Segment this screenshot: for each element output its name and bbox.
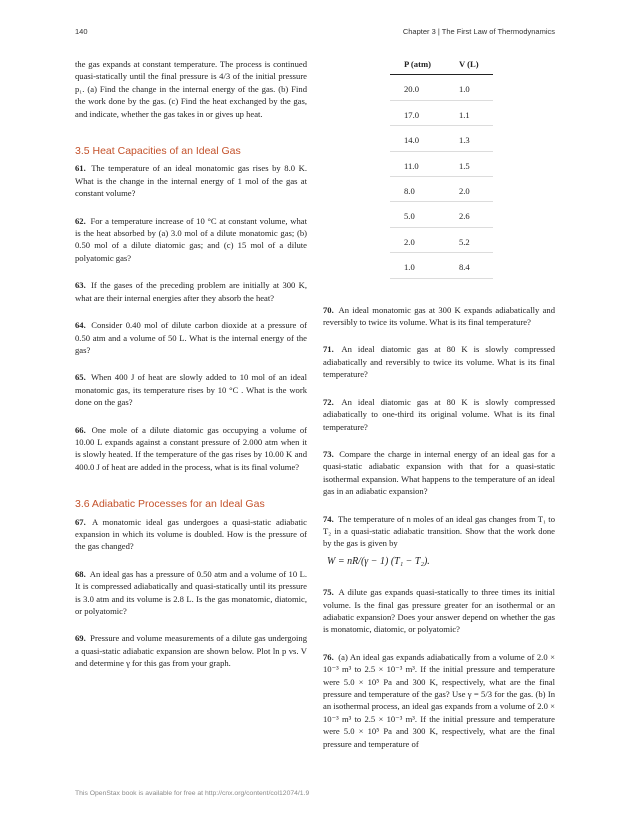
problem-text: One mole of a dilute diatomic gas occupying a volume of 10.00 L expands against a constant pressure of 2.000 atm when it is slowly heated. If the temperature of the gas rises by 10.00 K and 400.0 J of heat are added in the process, what is its final volume? [75, 424, 307, 472]
problem-67 [75, 516, 307, 553]
table-row [390, 253, 493, 278]
problem-number: 63. [75, 280, 86, 291]
pressure-cell: 8.0 [390, 177, 445, 202]
problem-text: An ideal monatomic gas at 300 K expands adiabatically and reversibly to twice its volume. What is its final temperature? [323, 304, 555, 328]
problem-number: 71. [323, 344, 334, 355]
pressure-cell: 1.0 [390, 253, 445, 278]
pressure-cell: 2.0 [390, 227, 445, 252]
problem-number: 74. [323, 513, 334, 524]
pressure-cell: 11.0 [390, 151, 445, 176]
problem-number: 67. [75, 516, 86, 527]
table-row [390, 227, 493, 252]
problem-text: A monatomic ideal gas undergoes a quasi-static adiabatic expansion in which its volume is doubled. How is the pressure of the gas changed? [75, 516, 307, 552]
volume-cell: 8.4 [445, 253, 493, 278]
problem-number: 66. [75, 424, 86, 435]
problem-72 [323, 396, 555, 433]
problem-number: 70. [323, 304, 334, 315]
volume-cell: 1.5 [445, 151, 493, 176]
pressure-cell: 5.0 [390, 202, 445, 227]
problem-65 [75, 371, 307, 408]
column-header-volume: V (L) [445, 58, 493, 75]
problem-text: For a temperature increase of 10 °C at constant volume, what is the heat absorbed by (a) 3.0 mol of a dilute monatomic gas; (b) 0.50 mol of a dilute diatomic gas; and (c) 15 mol of a dilute polyatomic gas? [75, 215, 308, 263]
table-row [390, 75, 493, 100]
problem-text: When 400 J of heat are slowly added to 10 mol of an ideal monatomic gas, its temperature rises by 10 °C . What is the work done on the gas? [75, 372, 308, 408]
problem-64 [75, 319, 307, 356]
problem-text: The temperature of an ideal monatomic gas rises by 8.0 K. What is the change in the internal energy of 1 mol of the gas at constant volume? [75, 163, 307, 199]
section-heading-3-6: 3.6 Adiabatic Processes for an Ideal Gas [75, 498, 265, 511]
problem-number: 68. [75, 568, 86, 579]
problem-63 [75, 279, 307, 304]
problem-text: If the gases of the preceding problem are initially at 300 K, what are their internal energies after they absorb the heat? [75, 280, 307, 303]
problem-number: 69. [75, 633, 86, 644]
table-row [390, 202, 493, 227]
problem-text: Consider 0.40 mol of dilute carbon dioxide at a pressure of 0.50 atm and a volume of 50 L. What is the internal energy of the gas? [75, 320, 307, 355]
table-row [390, 126, 493, 151]
problem-text: The temperature of n moles of an ideal gas changes from T₁ to T₂ in a quasi-static adiabatic transition. Show that the work done by the gas is given by [323, 513, 555, 549]
problem-70 [323, 304, 555, 329]
problem-66 [75, 424, 307, 474]
table-header-row [390, 58, 493, 75]
problem-number: 75. [323, 587, 334, 598]
problem-71 [323, 343, 555, 380]
volume-cell: 5.2 [445, 227, 493, 252]
pressure-volume-table [390, 58, 493, 279]
problem-text: An ideal diatomic gas at 80 K is slowly compressed adiabatically and reversibly to twice its volume. What is its final temperature? [323, 344, 555, 380]
problem-76 [323, 651, 555, 750]
volume-cell: 1.0 [445, 75, 493, 100]
problem-number: 62. [75, 215, 86, 226]
section-heading-3-5: 3.5 Heat Capacities of an Ideal Gas [75, 145, 241, 158]
volume-cell: 2.6 [445, 202, 493, 227]
problem-number: 72. [323, 396, 334, 407]
intro-text: the gas expands at constant temperature. The process is continued quasi-statically until the final pressure is 4/3 of the initial pressure p₁. (a) Find the change in the internal energy of the gas. (b) Find the work done by the gas. (c) Find the heat exchanged by the gas, and indicate, whether the gas takes in or gives up heat. [75, 59, 307, 119]
problem-73 [323, 448, 555, 498]
footer-notice: This OpenStax book is available for free at http://cnx.org/content/col12074/1.9 [75, 790, 310, 797]
problem-68 [75, 568, 307, 618]
problem-text: An ideal diatomic gas at 80 K is slowly compressed adiabatically to one-third its original volume. What is its final temperature? [323, 396, 555, 432]
page-number: 140 [75, 27, 88, 36]
pressure-cell: 17.0 [390, 100, 445, 125]
pressure-cell: 20.0 [390, 75, 445, 100]
problem-text: Compare the charge in internal energy of an ideal gas for a quasi-static adiabatic expansion with that for a quasi-static isothermal expansion. What happens to the temperature of an ideal gas in an adiabatic expansion? [323, 448, 556, 497]
table-row [390, 177, 493, 202]
volume-cell: 1.3 [445, 126, 493, 151]
problem-text: A dilute gas expands quasi-statically to three times its initial volume. Is the final gas pressure greater for an isothermal or an adiabatic expansion? Does your answer depend on whether the gas is monatomic, diatomic, or polyatomic? [323, 587, 555, 635]
problem-text: (a) An ideal gas expands adiabatically from a volume of 2.0 × 10⁻³ m³ to 2.5 × 10⁻³ m³. If the initial pressure and temperature were 5.0 × 10⁵ Pa and 300 K, respectively, what are the final pressure and temperature of the gas? Use γ = 5/3 for the gas. (b) In an isothermal process, an ideal gas expands from a volume of 2.0 × 10⁻³ m³ to 2.5 × 10⁻³ m³. If the initial pressure and temperature were 5.0 × 10⁵ Pa and 300 K, respectively, what are the final pressure and temperature of [323, 651, 555, 749]
pressure-cell: 14.0 [390, 126, 445, 151]
volume-cell: 1.1 [445, 100, 493, 125]
problem-number: 65. [75, 372, 86, 383]
table-row [390, 100, 493, 125]
problem-number: 61. [75, 163, 86, 174]
problem-text: An ideal gas has a pressure of 0.50 atm and a volume of 10 L. It is compressed adiabatically and quasi-statically until its pressure is 3.0 atm and its volume is 2.8 L. Is the gas monatomic, diatomic, or polyatomic? [75, 568, 307, 616]
problem-number: 64. [75, 320, 86, 331]
problem-75 [323, 586, 555, 636]
work-formula: W = nR/(γ − 1) (T₁ − T₂). [327, 555, 430, 567]
problem-number: 76. [323, 651, 334, 662]
column-header-pressure: P (atm) [390, 58, 445, 75]
problem-74 [323, 513, 555, 550]
problem-text: Pressure and volume measurements of a dilute gas undergoing a quasi-static adiabatic expansion are shown below. Plot ln p vs. V and determine γ for this gas from your graph. [75, 633, 307, 669]
right-column [323, 58, 555, 750]
chapter-title: Chapter 3 | The First Law of Thermodynamics [402, 27, 555, 36]
problem-61 [75, 162, 307, 199]
problem-69 [75, 632, 307, 669]
volume-cell: 2.0 [445, 177, 493, 202]
problem-62 [75, 215, 307, 265]
table-row [390, 151, 493, 176]
problem-number: 73. [323, 448, 334, 459]
left-column [75, 58, 307, 685]
